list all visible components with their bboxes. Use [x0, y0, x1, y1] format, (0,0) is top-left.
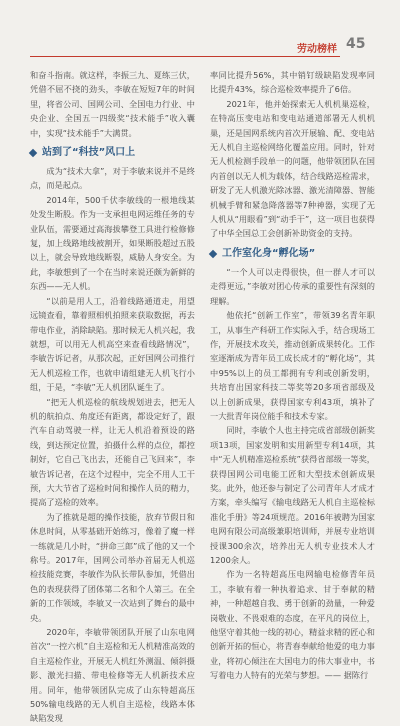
section-heading — [210, 247, 375, 261]
diamond-bullet-icon — [209, 250, 217, 258]
diamond-bullet-icon — [29, 149, 37, 157]
column-tag: 劳动榜样 — [297, 44, 337, 55]
paragraph: “以前是用人工，沿着线路通道走，用望远镜查看，靠着照相机拍照来获取数据，再去带电作业，消除缺陷。那时候无人机兴起，我就想，可以用无人机高空来查看线路情况”，李敏告诉记者，从那次起，正好国网公司推行无人机巡检工作，也就申请组建无人机飞行小组，于是，“李敏”无人机团队诞生了。 — [30, 295, 195, 393]
paragraph: 2021年，他并始探索无人机机巢巡检，在特高压变电站和变电站通道部署无人机机巢，还是国网系统内首次开展输、配、变电站无人机自主巡检网络化覆盖应用。同时，针对无人机检测手段单一的问题，他带领团队在国内首创以无人机为载体，结合线路巡检需求，研发了无人机激光除冰器、激光清障器、智能机械手臂和紧急降落器等7种神器，实现了无人机从“用眼看”到“动手干”，这一项目也获得了中华全国总工会创新补助资金的支持。 — [210, 98, 375, 239]
paragraph: 同时，李敏个人也主持完成省部级创新奖项13项，国家发明和实用新型专利14项，其中“无人机精准巡检系统”获得省部级一等奖，获得国网公司电能工匠和大型技术创新成果奖。此外，他还参与制定了公司青年人才成才方案，牵头编写《输电线路无人机自主巡检标准化手册》等24项规范。2016年被聘为国家电网有限公司高级兼职培训师，并展专业培训授课300余次，培养出无人机专业技术人才1200余人。 — [210, 425, 375, 565]
paragraph: 率同比提升56%，其中销钉级缺陷发现率同比提升43%，综合巡检效率提升了6倍。 — [210, 70, 375, 95]
right-column — [210, 68, 375, 683]
paragraph: “把无人机巡检的航线规划进去，把无人机的航拍点、角度还有距离，都设定好了，跟汽车自动驾驶一样，让无人机沿着预设的路线，到达预定位置，拍摄什么样的点位，都控制好，它自己飞出去，还能自己飞回来”，李敏告诉记者，在这个过程中，完全不用人工干预，大大节省了巡检时间和操作人员的精力，提高了巡检的效率。 — [30, 396, 195, 508]
left-column — [30, 68, 195, 726]
paragraph: 成为“技术大拿”，对于李敏来说并不是终点，而是起点。 — [30, 166, 195, 191]
paragraph: 他依托“创新工作室”，带领39名青年职工，从事生产科研工作实际入手，结合现场工作，开展技术攻关，推动创新成果转化。工作室逐渐成为青年员工成长成才的“孵化场”，其中95%以上的员工都拥有专利或创新发明，共培育出国家科技二等奖等20多项省部级及以上创新成果，获得国家专利43项，填补了一大批青年岗位能手和技术专家。 — [210, 310, 375, 421]
header-divider — [30, 56, 340, 57]
page-number: 45 — [346, 36, 366, 52]
paragraph: 和奋斗指南。就这样，李振三九、夏练三伏，凭借不屈不挠的劲头，李敏在短短7年的时间里，将省公司、国网公司、全国电力行业、中央企业、全国五一四级奖“技术能手”收入囊中，实现“技术能手”大满贯。 — [30, 70, 195, 138]
paragraph: 为了推就是超的操作技能，放弃节假日和休息时间，从零基础开始练习，像着了魔一样一练就是几小时，“拼命三郎”成了他的又一个称号。2017年，国网公司举办首届无人机巡检技能竞赛，李敏作为队长带队参加，凭借出色的表现获得了团体第二名和个人第三。在全新的工作领域，李敏又一次站到了舞台的最中央。 — [30, 511, 195, 623]
paragraph: 2020年，李敏带领团队开展了山东电网首次“一控六机”自主巡检和无人机精准高效的自主巡检作业，开展无人机红外测温、倾斜摄影、激光扫描、带电检修等无人机新技术应用。同年，他带领团队完成了山东特超高压50%输电线路的无人机自主巡检，线路本体缺陷发现 — [30, 627, 195, 724]
paragraph: 作为一名特超高压电网输电检修青年员工，李敏有着一种执着追求、甘于奉献的精神，一种超越自我、勇于创新的劲量，一种爱岗敬业、不畏艰难的态度，在平凡的岗位上，他坚守着其他一线的初心，精益求精的匠心和创新开拓的恒心，将青春奉献给他爱的电力事业，将初心倾注在大国电力的伟大事业中，书写着电力人特有的光荣与梦想。—— 据陈行 — [210, 569, 375, 681]
section-heading-text: 工作室化身“孵化场” — [222, 247, 316, 259]
section-heading-text: 站到了“科技”风口上 — [42, 147, 136, 159]
paragraph: 2014年，500千伏李敏线的一根地线某处发生断股。作为一支承担电网运维任务的专业队伍，需要通过高海拔攀登工具进行检修修复，加上线路地线被割开，如果断股超过五股以上，就会导致地线断裂，威胁人身安全。为此，李敏想到了一个在当时来说还颇为新鲜的东西——无人机。 — [30, 194, 195, 292]
paragraph: “一个人可以走得很快，但一群人才可以走得更远，”李敏对团心传承的重要性有深刻的理解。 — [210, 266, 375, 306]
section-heading — [30, 146, 195, 160]
